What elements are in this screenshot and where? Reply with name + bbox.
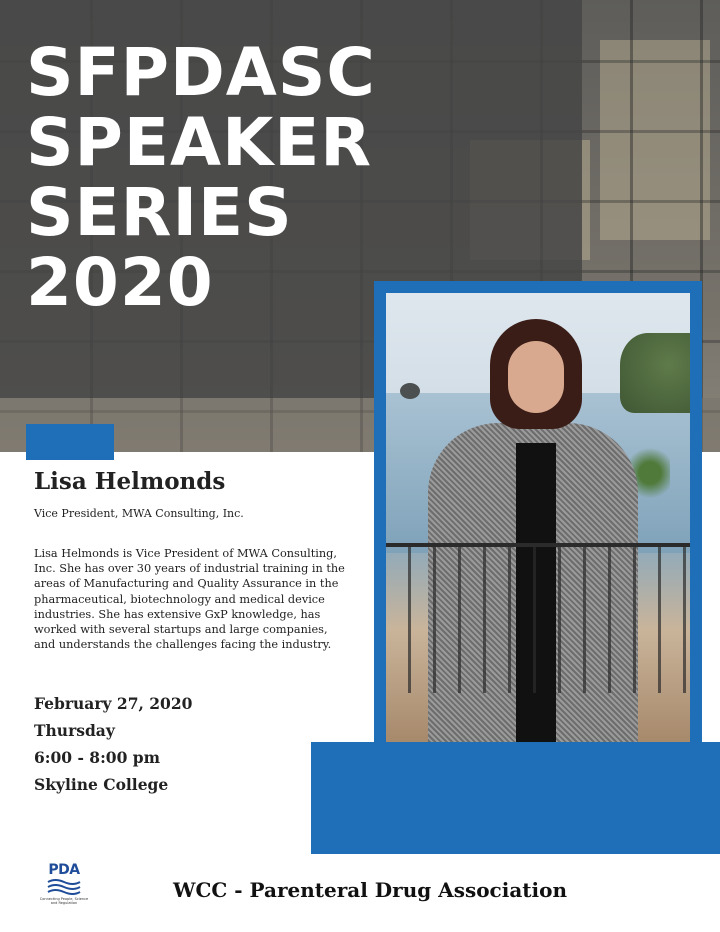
title-line: 2020 xyxy=(26,244,214,321)
pda-logo xyxy=(39,862,89,908)
logo-text: PDA xyxy=(48,862,80,878)
speaker-role: Vice President, MWA Consulting, Inc. xyxy=(34,507,244,520)
accent-block xyxy=(311,742,720,854)
logo-tagline: Connecting People, Science and Regulation xyxy=(39,897,89,905)
poster-title xyxy=(26,34,376,321)
speaker-photo xyxy=(386,293,690,742)
speaker-name: Lisa Helmonds xyxy=(34,468,226,495)
title-line: SERIES xyxy=(26,174,293,251)
organization-name: WCC - Parenteral Drug Association xyxy=(173,878,568,902)
speaker-bio: Lisa Helmonds is Vice President of MWA Consulting, Inc. She has over 30 years of industrial training in the areas of Manufacturing and Quality Assurance in the pharmaceutical, biotechnology and medical device industries. She has extensive GxP knowledge, has worked with several startups and large companies, and understands the challenges facing the industry. xyxy=(34,547,345,652)
title-line: SFPDASC xyxy=(26,34,376,111)
wave-icon xyxy=(46,878,82,896)
event-location: Skyline College xyxy=(34,775,169,794)
event-time: 6:00 - 8:00 pm xyxy=(34,748,161,767)
title-line: SPEAKER xyxy=(26,104,373,181)
accent-tab xyxy=(26,424,114,460)
event-details xyxy=(34,690,192,798)
event-day: Thursday xyxy=(34,721,115,740)
event-date: February 27, 2020 xyxy=(34,694,193,713)
